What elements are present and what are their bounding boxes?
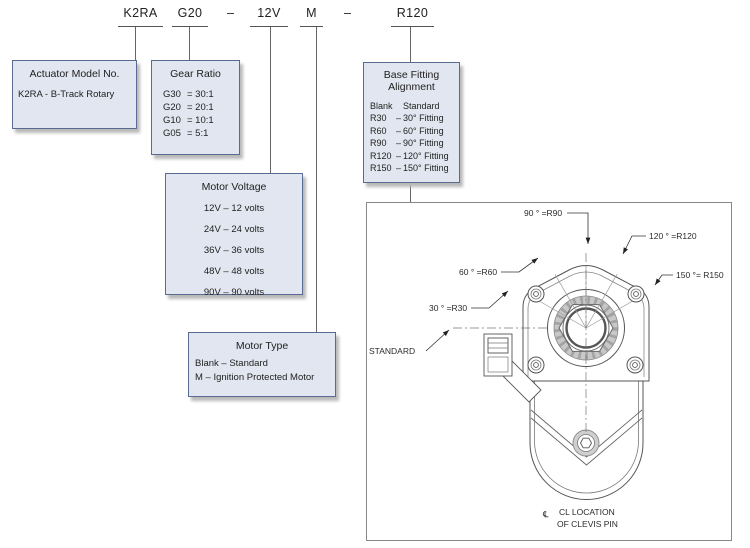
gear-ratio-row: G30 = 30:1 — [163, 89, 214, 100]
connector-line-gear — [189, 27, 190, 60]
label-standard: STANDARD — [369, 346, 416, 356]
clevis-note-line2: OF CLEVIS PIN — [557, 519, 618, 529]
centerline-symbol: ℄ — [543, 509, 549, 519]
pn-gear: G20 — [172, 6, 208, 27]
motor-voltage-title: Motor Voltage — [201, 181, 267, 193]
motor-type-row: M – Ignition Protected Motor — [195, 372, 315, 383]
motor-voltage-row: 24V – 24 volts — [203, 224, 265, 235]
motor-voltage-row: 36V – 36 volts — [203, 245, 265, 256]
pn-motor: M — [300, 6, 323, 27]
motor-voltage-row: 48V – 48 volts — [203, 266, 265, 277]
label-r90: 90 ° =R90 — [524, 208, 563, 218]
base-fitting-row: R150 – 150° Fitting — [370, 163, 449, 174]
base-fitting-title-line1: Base Fitting — [383, 69, 440, 81]
motor-voltage-box — [165, 173, 303, 298]
actuator-model-item: K2RA - B-Track Rotary — [18, 89, 115, 100]
connector-line-model — [135, 27, 136, 60]
clevis-note-line1: CL LOCATION — [559, 507, 615, 517]
label-r120: 120 ° =R120 — [649, 231, 697, 241]
clevis-pin — [573, 430, 599, 456]
motor-voltage-row: 90V – 90 volts — [203, 287, 265, 298]
connector-line-motor — [316, 27, 317, 332]
base-fitting-row: R30 – 30° Fitting — [370, 113, 444, 124]
actuator-model-box — [12, 60, 137, 129]
base-fitting-row: R90 – 90° Fitting — [370, 138, 444, 149]
label-r60: 60 ° =R60 — [459, 267, 498, 277]
base-fitting-title-line2: Alignment — [388, 81, 435, 93]
motor-type-row: Blank – Standard — [195, 358, 268, 369]
connector-line-fitting — [410, 27, 411, 62]
gear-ratio-title: Gear Ratio — [170, 68, 221, 80]
gear-ratio-row: G05 = 5:1 — [163, 128, 209, 139]
actuator-drawing-frame — [366, 202, 732, 541]
motor-voltage-row: 12V – 12 volts — [203, 203, 265, 214]
pn-separator: – — [344, 6, 351, 20]
gear-ratio-box — [151, 60, 240, 155]
connector-line-voltage — [270, 27, 271, 173]
base-fitting-row: R120 – 120° Fitting — [370, 150, 449, 161]
base-fitting-row: Blank Standard — [370, 101, 440, 111]
pn-fitting: R120 — [391, 6, 434, 27]
base-fitting-box — [363, 62, 460, 183]
connector-line-fitting-to-drawing — [410, 183, 411, 203]
label-r150: 150 °= R150 — [676, 270, 724, 280]
pn-model: K2RA — [118, 6, 163, 27]
actuator-model-title: Actuator Model No. — [29, 68, 120, 80]
actuator-drawing — [367, 203, 731, 540]
gear-ratio-row: G10 = 10:1 — [163, 115, 214, 126]
pn-separator: – — [227, 6, 234, 20]
pn-voltage: 12V — [250, 6, 288, 27]
motor-type-title: Motor Type — [235, 340, 289, 352]
gear-ratio-row: G20 = 20:1 — [163, 102, 214, 113]
base-fitting-row: R60 – 60° Fitting — [370, 125, 444, 136]
motor-type-box — [188, 332, 336, 397]
label-r30: 30 ° =R30 — [429, 303, 468, 313]
